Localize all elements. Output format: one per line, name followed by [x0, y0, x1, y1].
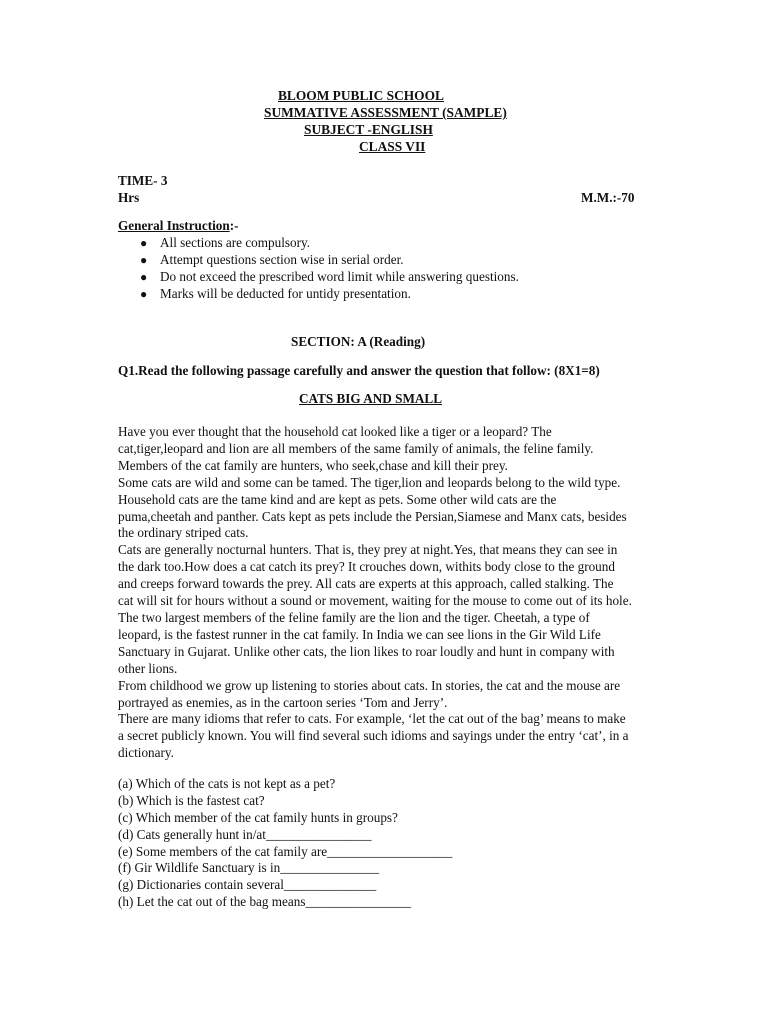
school-name: BLOOM PUBLIC SCHOOL: [278, 88, 444, 103]
assessment-title: SUMMATIVE ASSESSMENT (SAMPLE): [264, 105, 507, 120]
passage-line: Members of the cat family are hunters, who seek,chase and kill their prey.: [118, 457, 508, 473]
class-title: CLASS VII: [359, 139, 426, 154]
max-marks: M.M.:-70: [581, 190, 635, 205]
instruction-item: ● Marks will be deducted for untidy presentation.: [140, 285, 411, 301]
passage-line: puma,cheetah and panther. Cats kept as pets include the Persian,Siamese and Manx cats, besides: [118, 508, 627, 524]
passage-title: CATS BIG AND SMALL: [299, 391, 443, 406]
passage-line: the ordinary striped cats.: [118, 525, 249, 541]
time-unit: Hrs: [118, 190, 140, 205]
bullet-icon: ●: [140, 269, 148, 284]
bullet-icon: ●: [140, 252, 148, 267]
passage-line: Sanctuary in Gujarat. Unlike other cats, the lion likes to roar loudly and hunt in company with: [118, 643, 615, 659]
instructions-title: General Instruction: [118, 218, 230, 233]
instruction-item: ● Attempt questions section wise in serial order.: [140, 251, 404, 267]
instruction-item: ● Do not exceed the prescribed word limit while answering questions.: [140, 268, 519, 284]
passage-line: and creeps forward towards the prey. All cats are experts at this approach, called stalking. The: [118, 576, 614, 592]
time-label: TIME- 3: [118, 173, 168, 188]
passage-line: portrayed as enemies, as in the cartoon series ‘Tom and Jerry’.: [118, 694, 448, 710]
subject-title: SUBJECT -ENGLISH: [304, 122, 433, 137]
bullet-icon: ●: [140, 236, 148, 250]
passage-line: Have you ever thought that the household cat looked like a tiger or a leopard? The: [118, 424, 552, 439]
passage-line: cat,tiger,leopard and lion are all members of the same family of animals, the feline family.: [118, 440, 594, 456]
passage-line: There are many idioms that refer to cats. For example, ‘let the cat out of the bag’ means to make: [118, 711, 626, 727]
passage-line: Some cats are wild and some can be tamed. The tiger,lion and leopards belong to the wild type.: [118, 474, 621, 490]
passage-line: the dark too.How does a cat catch its prey? It crouches down, withits body close to the ground: [118, 559, 615, 575]
passage-line: a secret publicly known. You will find several such idioms and sayings under the entry ‘cat’, in a: [118, 728, 629, 744]
passage-line: The two largest members of the feline family are the lion and the tiger. Cheetah, a type of: [118, 609, 590, 625]
reading-passage: [118, 424, 678, 762]
question-item: (g) Dictionaries contain several______________: [118, 877, 377, 893]
instructions-list: [140, 235, 519, 303]
question-item: (b) Which is the fastest cat?: [118, 792, 265, 808]
passage-line: Household cats are the tame kind and are kept as pets. Some other wild cats are the: [118, 491, 557, 507]
question-item: (e) Some members of the cat family are___________________: [118, 843, 453, 859]
passage-line: other lions.: [118, 660, 178, 676]
passage-line: cat will sit for hours without a sound or movement, waiting for the mouse to come out of its hole.: [118, 593, 632, 609]
question-item: (a) Which of the cats is not kept as a pet?: [118, 776, 336, 791]
passage-line: leopard, is the fastest runner in the cat family. In India we can see lions in the Gir Wild Life: [118, 626, 601, 642]
bullet-icon: ●: [140, 286, 148, 301]
question-item: (d) Cats generally hunt in/at________________: [118, 826, 372, 842]
question-item: (c) Which member of the cat family hunts in groups?: [118, 809, 398, 825]
passage-line: From childhood we grow up listening to stories about cats. In stories, the cat and the mouse are: [118, 677, 621, 693]
question-list: [118, 776, 452, 911]
instruction-item: ● All sections are compulsory.: [140, 235, 311, 250]
passage-line: Cats are generally nocturnal hunters. That is, they prey at night.Yes, that means they can see in: [118, 542, 618, 558]
section-title: SECTION: A (Reading): [291, 334, 426, 349]
instructions-title-suffix: :-: [229, 218, 239, 233]
instructions-heading: [118, 218, 239, 235]
question-item: (h) Let the cat out of the bag means________________: [118, 894, 411, 910]
question-item: (f) Gir Wildlife Sanctuary is in_______________: [118, 860, 380, 876]
passage-line: dictionary.: [118, 745, 174, 761]
question-prompt: Q1.Read the following passage carefully and answer the question that follow: (8X1=8): [118, 363, 600, 378]
